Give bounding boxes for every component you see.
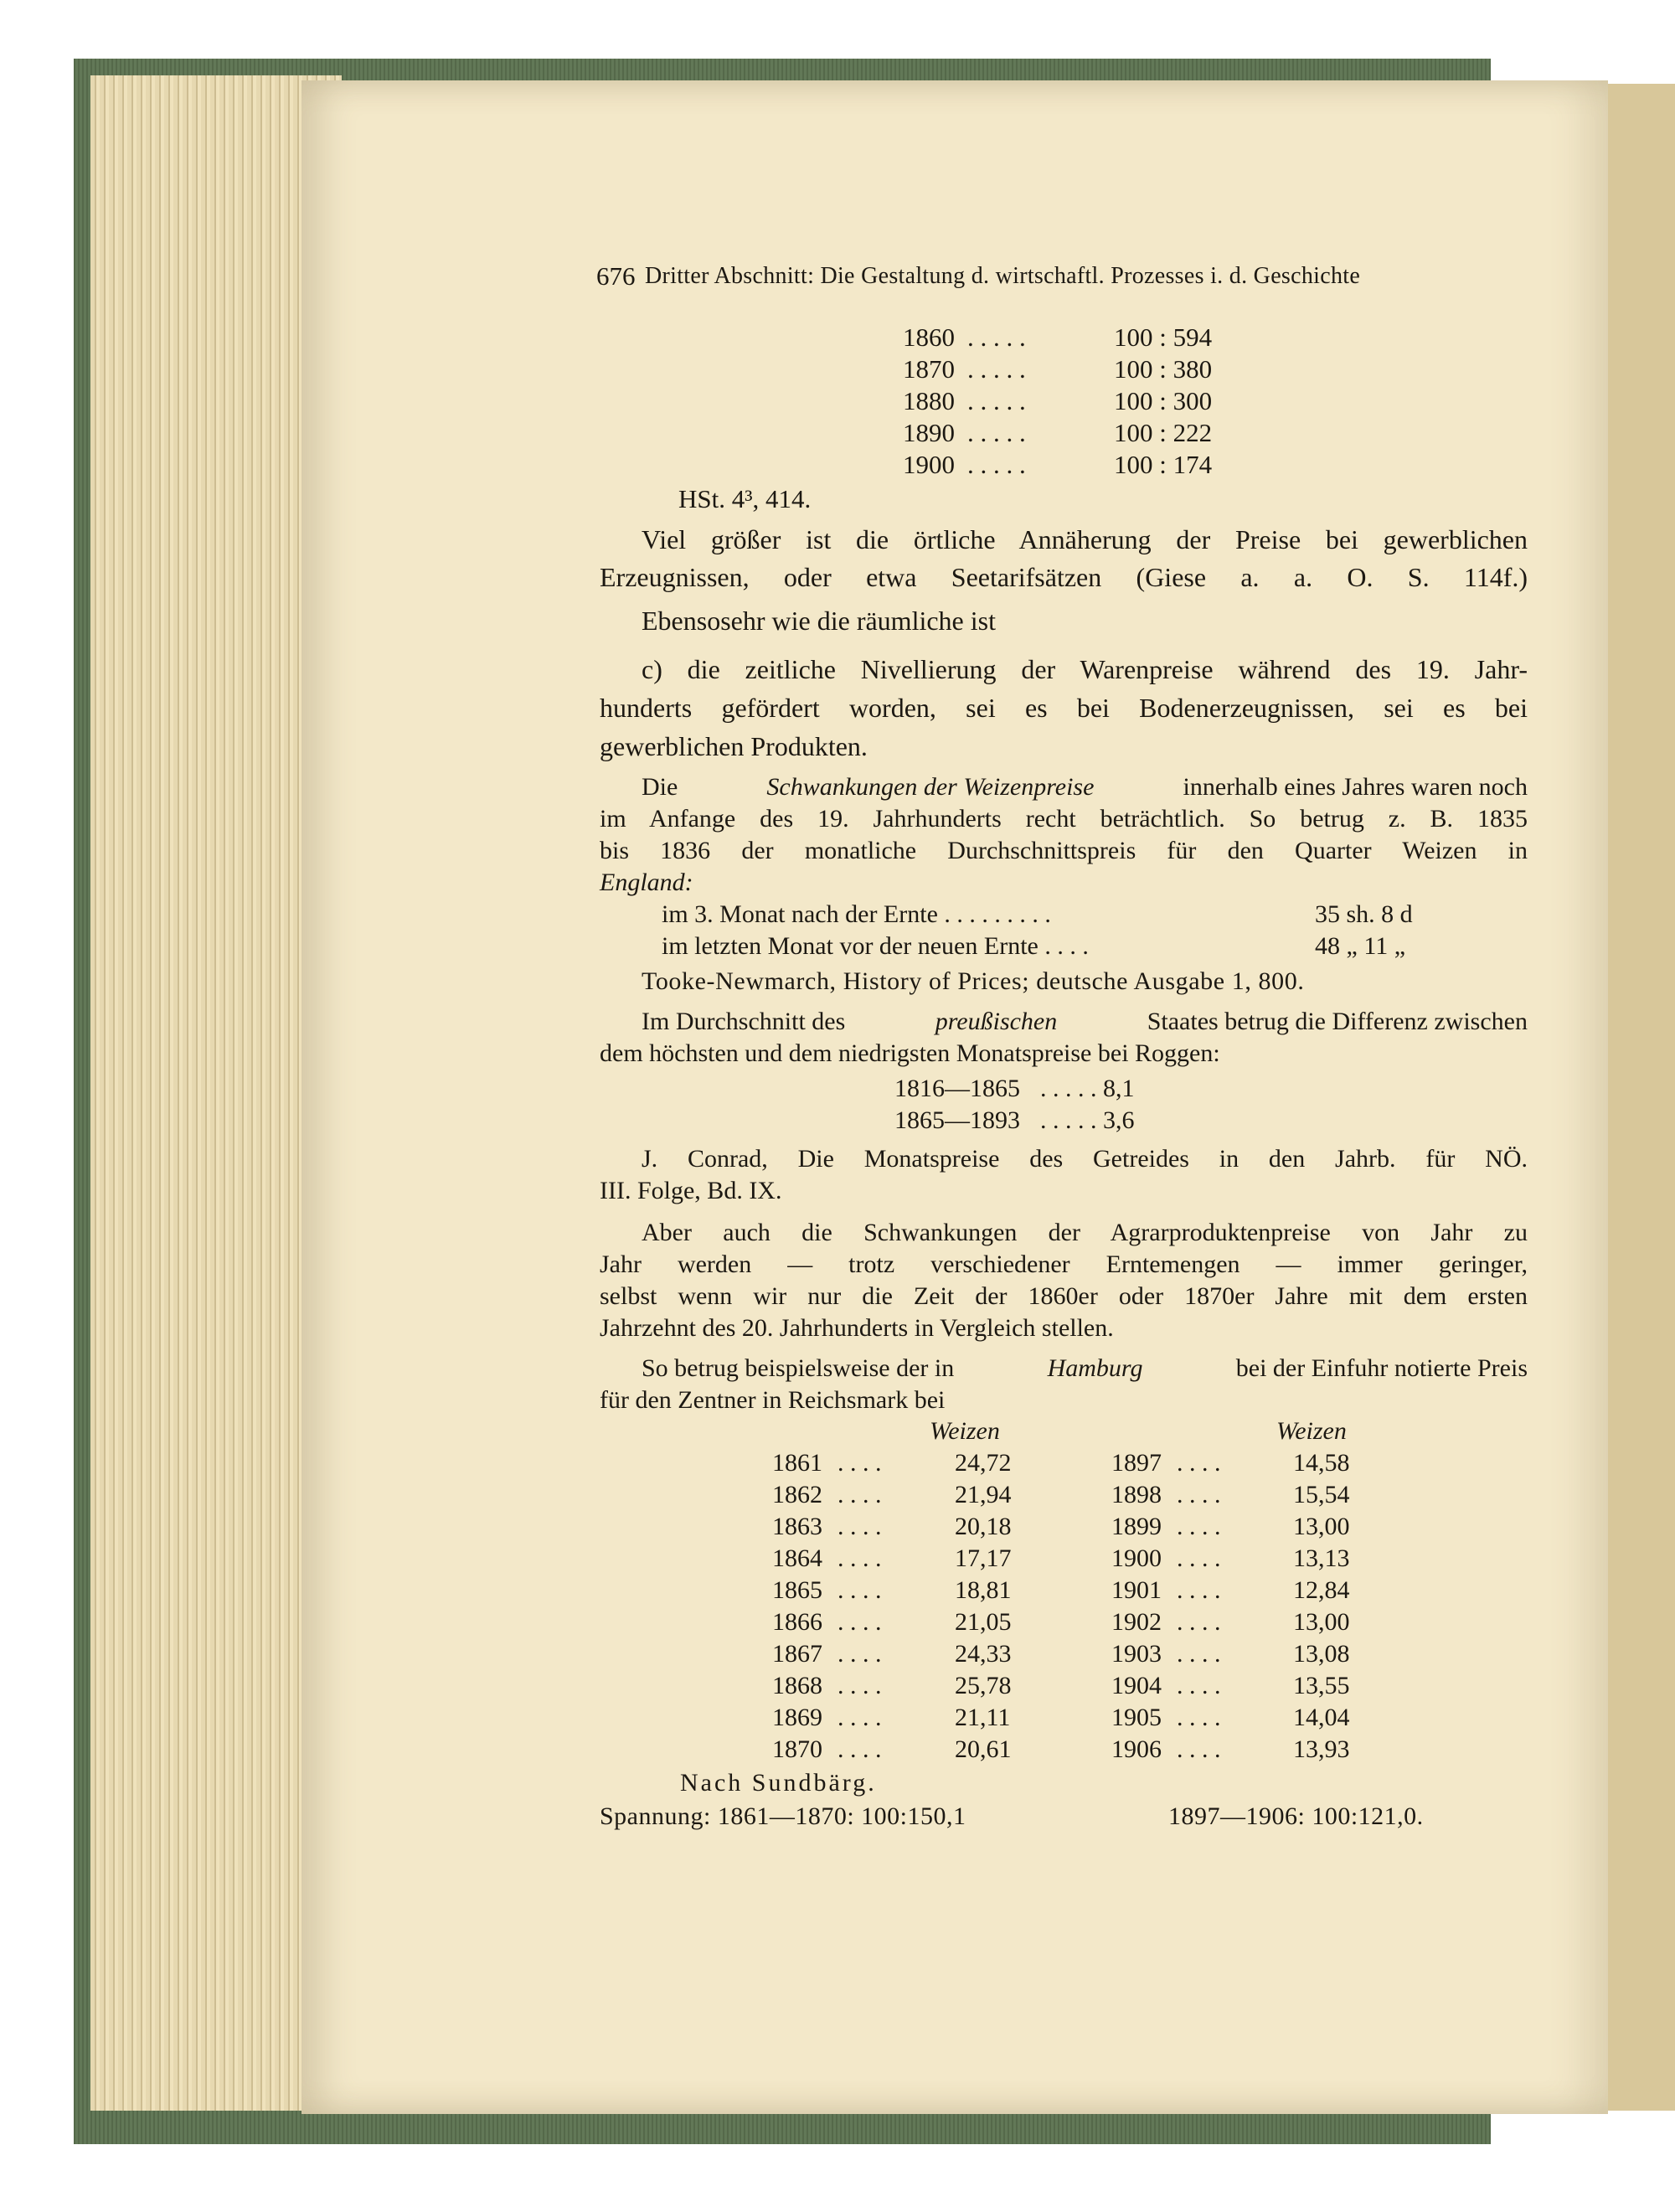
year-cell: 1899 (1111, 1513, 1162, 1540)
year-cell: 1900 (1111, 1544, 1162, 1572)
dot-leader: . . . . (1177, 1608, 1221, 1636)
year-cell: 1870 (903, 354, 955, 384)
dot-leader: . . . . (838, 1672, 882, 1699)
paragraph-line (642, 1354, 1528, 1383)
column-header: Weizen (930, 1417, 1000, 1445)
dot-leader: . . . . (838, 1481, 882, 1508)
paragraph-line: c) die zeitliche Nivellierung der Warenpreise während des 19. Jahr- (642, 654, 1528, 684)
spannung-left: Spannung: 1861—1870: 100:150,1 (600, 1802, 966, 1830)
paragraph-line: Jahrzehnt des 20. Jahrhunderts in Vergleich stellen. (600, 1314, 1114, 1342)
paragraph-line: England: (600, 869, 693, 896)
paragraph-line: im Anfange des 19. Jahrhunderts recht beträchtlich. So betrug z. B. 1835 (600, 805, 1528, 833)
value-cell: 21,11 (955, 1704, 1011, 1731)
italic-span: Schwankungen der Weizenpreise (766, 773, 1095, 801)
value-cell: 14,58 (1293, 1449, 1350, 1477)
dot-leader: . . . . (838, 1544, 882, 1572)
year-cell: 1904 (1111, 1672, 1162, 1699)
source-note: Nach Sundbärg. (680, 1769, 877, 1797)
text-span: bei der Einfuhr notierte Preis (1235, 1354, 1528, 1382)
value-cell: 24,72 (955, 1449, 1012, 1477)
value-cell: 15,54 (1293, 1481, 1350, 1508)
dot-leader: . . . . (1177, 1640, 1221, 1668)
value-cell: 18,81 (955, 1576, 1012, 1604)
value-cell: 13,55 (1293, 1672, 1350, 1699)
year-cell: 1903 (1111, 1640, 1162, 1668)
paragraph-line: Aber auch die Schwankungen der Agrarproduktenpreise von Jahr zu (642, 1219, 1528, 1246)
value-cell: . . . . . 8,1 (1040, 1075, 1135, 1102)
dot-leader: . . . . (838, 1513, 882, 1540)
ratio-cell: 100 : 300 (1114, 386, 1213, 415)
dot-leader: . . . . (838, 1735, 882, 1763)
dot-leader: . . . . . (967, 354, 1026, 384)
dot-leader: . . . . (1177, 1513, 1221, 1540)
text-span: Die (642, 773, 678, 801)
year-cell: 1898 (1111, 1481, 1162, 1508)
dot-leader: . . . . (838, 1640, 882, 1668)
italic-span: preußischen (935, 1008, 1058, 1035)
paragraph-line: Erzeugnissen, oder etwa Seetarifsätzen (Giese a. a. O. S. 114f.) (600, 562, 1528, 592)
dot-leader: . . . . . (967, 322, 1026, 352)
year-cell: 1880 (903, 386, 955, 415)
value-cell: 21,05 (955, 1608, 1012, 1636)
dot-leader: . . . . (1177, 1704, 1221, 1731)
label-cell: im 3. Monat nach der Ernte . . . . . . . . . (662, 900, 1051, 928)
value-cell: 13,93 (1293, 1735, 1350, 1763)
value-cell: 25,78 (955, 1672, 1012, 1699)
paragraph-line: selbst wenn wir nur die Zeit der 1860er oder 1870er Jahre mit dem ersten (600, 1282, 1528, 1310)
dot-leader: . . . . (838, 1449, 882, 1477)
running-title: Dritter Abschnitt: Die Gestaltung d. wirtschaftl. Prozesses i. d. Geschichte (645, 263, 1361, 289)
paragraph-line: bis 1836 der monatliche Durchschnittspreis für den Quarter Weizen in (600, 837, 1528, 864)
year-cell: 1868 (772, 1672, 822, 1699)
year-cell: 1900 (903, 450, 955, 479)
year-cell: 1866 (772, 1608, 822, 1636)
value-cell: 20,18 (955, 1513, 1012, 1540)
ratio-cell: 100 : 594 (1114, 322, 1213, 352)
paragraph-line (642, 773, 1528, 802)
period-cell: 1865—1893 (894, 1106, 1020, 1134)
label-cell: im letzten Monat vor der neuen Ernte . . . . (662, 932, 1089, 960)
year-cell: 1905 (1111, 1704, 1162, 1731)
dot-leader: . . . . (1177, 1672, 1221, 1699)
value-cell: 17,17 (955, 1544, 1012, 1572)
paragraph-line: gewerblichen Produkten. (600, 731, 868, 761)
italic-span: Hamburg (1047, 1354, 1143, 1382)
dot-leader: . . . . (1177, 1576, 1221, 1604)
paragraph-line (642, 1008, 1528, 1036)
value-cell: 13,00 (1293, 1513, 1350, 1540)
year-cell: 1901 (1111, 1576, 1162, 1604)
paragraph-line: für den Zentner in Reichsmark bei (600, 1386, 946, 1414)
value-cell: 21,94 (955, 1481, 1012, 1508)
source-note: Tooke-Newmarch, History of Prices; deutsche Ausgabe 1, 800. (642, 967, 1305, 995)
year-cell: 1906 (1111, 1735, 1162, 1763)
year-cell: 1897 (1111, 1449, 1162, 1477)
value-cell: . . . . . 3,6 (1040, 1106, 1135, 1134)
value-cell: 13,13 (1293, 1544, 1350, 1572)
dot-leader: . . . . . (967, 386, 1026, 415)
paragraph-line: dem höchsten und dem niedrigsten Monatspreise bei Roggen: (600, 1039, 1220, 1067)
year-cell: 1864 (772, 1544, 822, 1572)
paragraph-line: Jahr werden — trotz verschiedener Erntemengen — immer geringer, (600, 1250, 1528, 1278)
dot-leader: . . . . (1177, 1544, 1221, 1572)
paragraph-line: hunderts gefördert worden, sei es bei Bodenerzeugnissen, sei es bei (600, 693, 1528, 723)
value-cell: 13,08 (1293, 1640, 1350, 1668)
ratio-cell: 100 : 380 (1114, 354, 1213, 384)
ratio-cell: 100 : 222 (1114, 418, 1213, 447)
facing-page-edge (1598, 84, 1675, 2111)
value-cell: 24,33 (955, 1640, 1012, 1668)
year-cell: 1867 (772, 1640, 822, 1668)
dot-leader: . . . . . (967, 418, 1026, 447)
value-cell: 12,84 (1293, 1576, 1350, 1604)
year-cell: 1902 (1111, 1608, 1162, 1636)
value-cell: 20,61 (955, 1735, 1012, 1763)
value-cell: 35 sh. 8 d (1315, 900, 1413, 928)
page-number: 676 (596, 261, 636, 291)
dot-leader: . . . . (1177, 1735, 1221, 1763)
year-cell: 1861 (772, 1449, 822, 1477)
source-note: J. Conrad, Die Monatspreise des Getreides in den Jahrb. für NÖ. (642, 1145, 1528, 1173)
dot-leader: . . . . . (967, 450, 1026, 479)
period-cell: 1816—1865 (894, 1075, 1020, 1102)
value-cell: 14,04 (1293, 1704, 1350, 1731)
source-note: III. Folge, Bd. IX. (600, 1177, 782, 1204)
column-header: Weizen (1276, 1417, 1347, 1445)
year-cell: 1865 (772, 1576, 822, 1604)
dot-leader: . . . . (1177, 1449, 1221, 1477)
year-cell: 1863 (772, 1513, 822, 1540)
year-cell: 1890 (903, 418, 955, 447)
text-span: innerhalb eines Jahres waren noch (1183, 773, 1528, 801)
spannung-right: 1897—1906: 100:121,0. (1168, 1802, 1424, 1830)
paragraph-line: Viel größer ist die örtliche Annäherung der Preise bei gewerblichen (642, 524, 1528, 554)
year-cell: 1870 (772, 1735, 822, 1763)
year-cell: 1860 (903, 322, 955, 352)
paragraph-line: Ebensosehr wie die räumliche ist (642, 606, 996, 636)
year-cell: 1862 (772, 1481, 822, 1508)
value-cell: 48 „ 11 „ (1315, 932, 1406, 960)
value-cell: 13,00 (1293, 1608, 1350, 1636)
ratio-cell: 100 : 174 (1114, 450, 1213, 479)
year-cell: 1869 (772, 1704, 822, 1731)
dot-leader: . . . . (838, 1576, 882, 1604)
dot-leader: . . . . (1177, 1481, 1221, 1508)
source-note: HSt. 4³, 414. (678, 484, 812, 513)
dot-leader: . . . . (838, 1704, 882, 1731)
text-span: So betrug beispielsweise der in (642, 1354, 955, 1382)
dot-leader: . . . . (838, 1608, 882, 1636)
text-span: Im Durchschnitt des (642, 1008, 846, 1035)
text-span: Staates betrug die Differenz zwischen (1147, 1008, 1528, 1035)
